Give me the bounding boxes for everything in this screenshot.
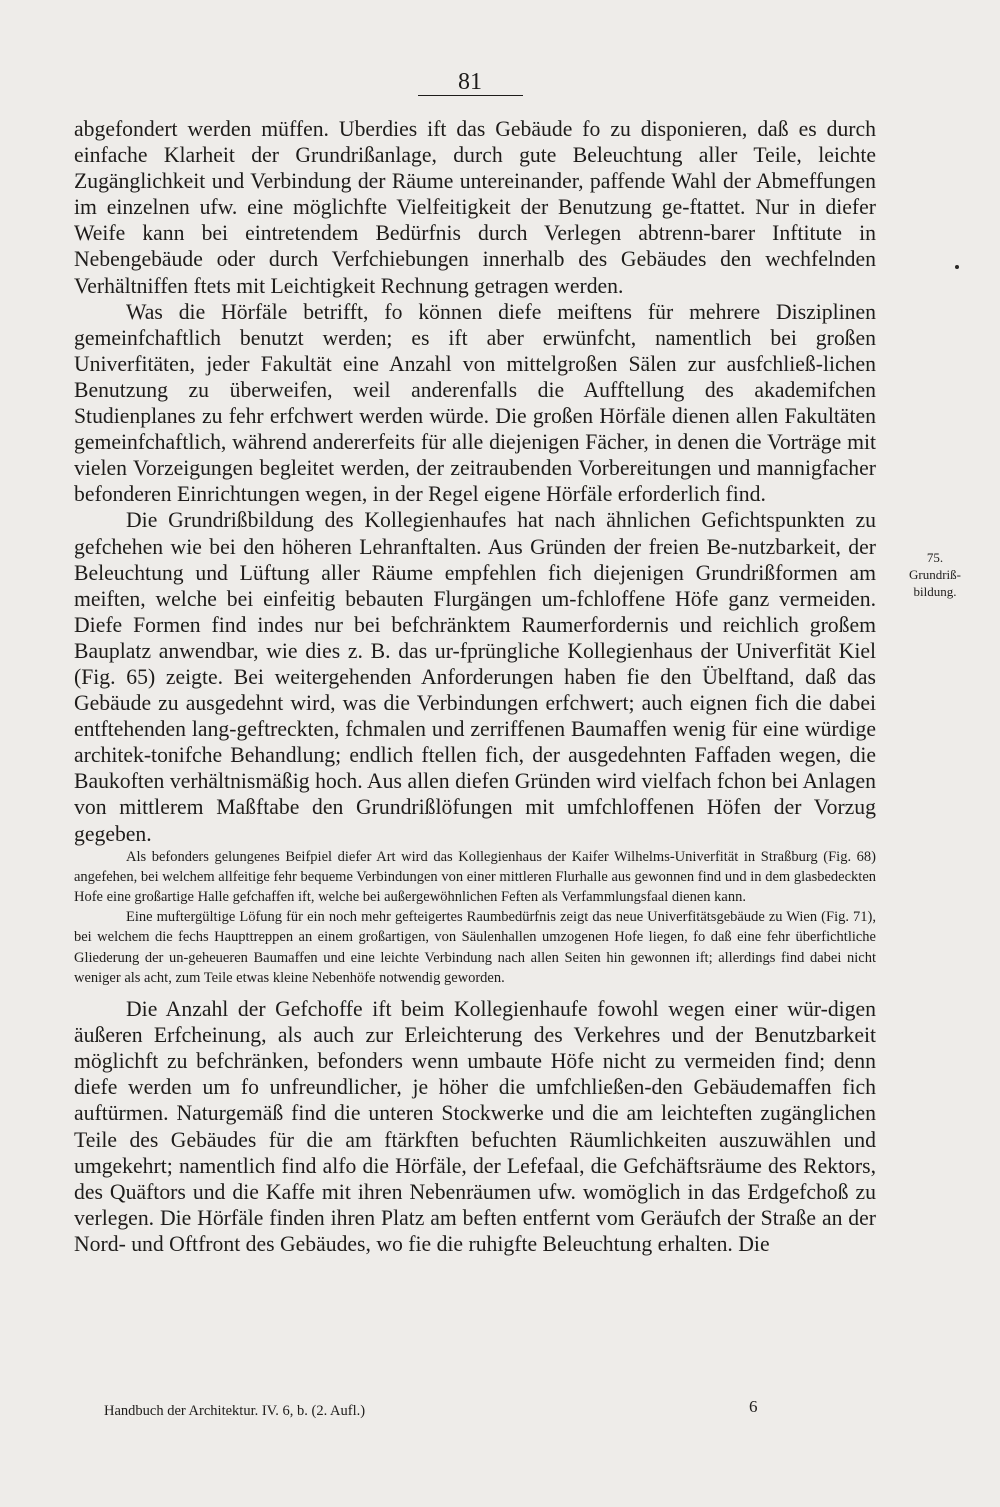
note-strassburg: Als befonders gelungenes Beifpiel diefer Art wird das Kollegienhaus der Kaifer Wilhelms-Univerfität in Straßburg (Fig. 68) angefehen, bei welchem allfeitige fehr bequeme Verbindungen von einer mittleren Flurhalle aus gewonnen find und in dem glasbedeckten Hofe eine großartige Halle gefchaffen ift, welche bei außergewöhnlichen Feften als Verfammlungsfaal dienen kann. — [74, 848, 876, 906]
margin-note-line2: bildung. — [913, 584, 957, 599]
header-rule — [418, 95, 523, 96]
footer-source: Handbuch der Architektur. IV. 6, b. (2. Aufl.) — [104, 1403, 366, 1419]
margin-note-number: 75. — [926, 550, 944, 565]
paragraph-grundrissbildung: Die Grundrißbildung des Kollegienhaufes hat nach ähnlichen Gefichtspunkten zu gefchehen wie bei den höheren Lehranftalten. Aus Gründen der freien Be-nutzbarkeit, der Beleuchtung und Lüftung aller Räume empfehlen fich diejenigen Grundrißformen am meiften, welche bei einfeitig bebauten Flurgängen um-fchloffene Höfe ganz vermeiden. Diefe Formen find indes nur bei befchränktem Raumerfordernis und reichlich großem Bauplatz anwendbar, wie dies z. B. das ur-fprüngliche Kollegienhaus der Univerfität Kiel (Fig. 65) zeigte. Bei weitergehenden Anforderungen haben fie den Übelftand, daß das Gebäude zu ausgedehnt wird, was die Verbindungen erfchwert; auch eignen fich die dabei entftehenden lang-geftreckten, fchmalen und zerriffenen Baumaffen wenig für eine würdige architek-tonifche Behandlung; endlich ftellen fich, der ausgedehnten Faffaden wegen, die Baukoften verhältnismäßig hoch. Aus allen diefen Gründen wird vielfach fchon bei Anlagen von mittlerem Maßftabe den Grundrißlöfungen mit umfchloffenen Höfen der Vorzug gegeben. — [74, 508, 876, 846]
main-text — [74, 116, 876, 1257]
paragraph-geschosse: Die Anzahl der Gefchoffe ift beim Kollegienhaufe fowohl wegen einer wür-digen äußeren Erfcheinung, als auch zur Erleichterung des Verkehres und der Benutzbarkeit möglichft zu befchränken, befonders wenn umbaute Höfe nicht zu vermeiden find; denn diefe werden um fo unfreundlicher, je höher die umfchließen-den Gebäudemaffen fich auftürmen. Naturgemäß find die unteren Stockwerke und die am leichteften zugänglichen Teile des Gebäudes für die am ftärkften befuchten Räumlichkeiten auszuwählen und umgekehrt; namentlich find alfo die Hörfäle, der Lefefaal, die Gefchäftsräume des Rektors, des Quäftors und die Kaffe mit ihren Nebenräumen ufw. womöglich in das Erdgefchoß zu verlegen. Die Hörfäle finden ihren Platz am beften entfernt vom Geräufch der Straße an der Nord- und Oftfront des Gebäudes, wo fie die ruhigfte Beleuchtung erhalten. Die — [74, 997, 876, 1256]
margin-note-line1: Grundriß- — [909, 567, 961, 582]
page-number: 81 — [458, 69, 482, 95]
margin-note — [900, 549, 970, 600]
paragraph-continued: abgefondert werden müffen. Uberdies ift das Gebäude fo zu disponieren, daß es durch einfache Klarheit der Grundrißanlage, durch gute Beleuchtung aller Teile, leichte Zugänglichkeit und Verbindung der Räume untereinander, paffende Wahl der Abmeffungen im einzelnen ufw. eine möglichfte Vielfeitigkeit der Benutzung ge-ftattet. Nur in diefer Weife kann bei eintretendem Bedürfnis durch Verlegen abtrenn-barer Inftitute in Nebengebäude oder durch Verfchiebungen innerhalb des Gebäudes den wechfelnden Verhältniffen ftets mit Leichtigkeit Rechnung getragen werden. — [74, 117, 876, 298]
note-wien: Eine muftergültige Löfung für ein noch mehr gefteigertes Raumbedürfnis zeigt das neue Univerfitätsgebäude zu Wien (Fig. 71), bei welchem die fechs Haupttreppen an einem großartigen, von Säulenhallen umzogenen Hofe liegen, fo daß eine fehr überfichtliche Gliederung der un-geheueren Baumaffen und eine leichte Verbindung nach allen Seiten hin gewonnen ift; allerdings find dabei nicht weniger als acht, zum Teile etwas kleine Nebenhöfe notwendig geworden. — [74, 909, 876, 986]
paragraph-hoersaele: Was die Hörfäle betrifft, fo können diefe meiftens für mehrere Disziplinen gemeinfchaftlich benutzt werden; es ift aber erwünfcht, namentlich bei großen Univerfitäten, jeder Fakultät eine Anzahl von mittelgroßen Sälen zur ausfchließ-lichen Benutzung zu überweifen, weil anderenfalls die Aufftellung des akademifchen Studienplanes zu fehr erfchwert werden würde. Die großen Hörfäle dienen allen Fakultäten gemeinfchaftlich, während andererfeits für alle diejenigen Fächer, in denen die Vorträge mit vielen Vorzeigungen begleitet werden, der zeitraubenden Vorbereitungen und mannigfacher befonderen Einrichtungen wegen, in der Regel eigene Hörfäle erforderlich find. — [74, 299, 876, 507]
ink-speck — [955, 265, 959, 269]
footer-sheet-number: 6 — [749, 1397, 758, 1416]
